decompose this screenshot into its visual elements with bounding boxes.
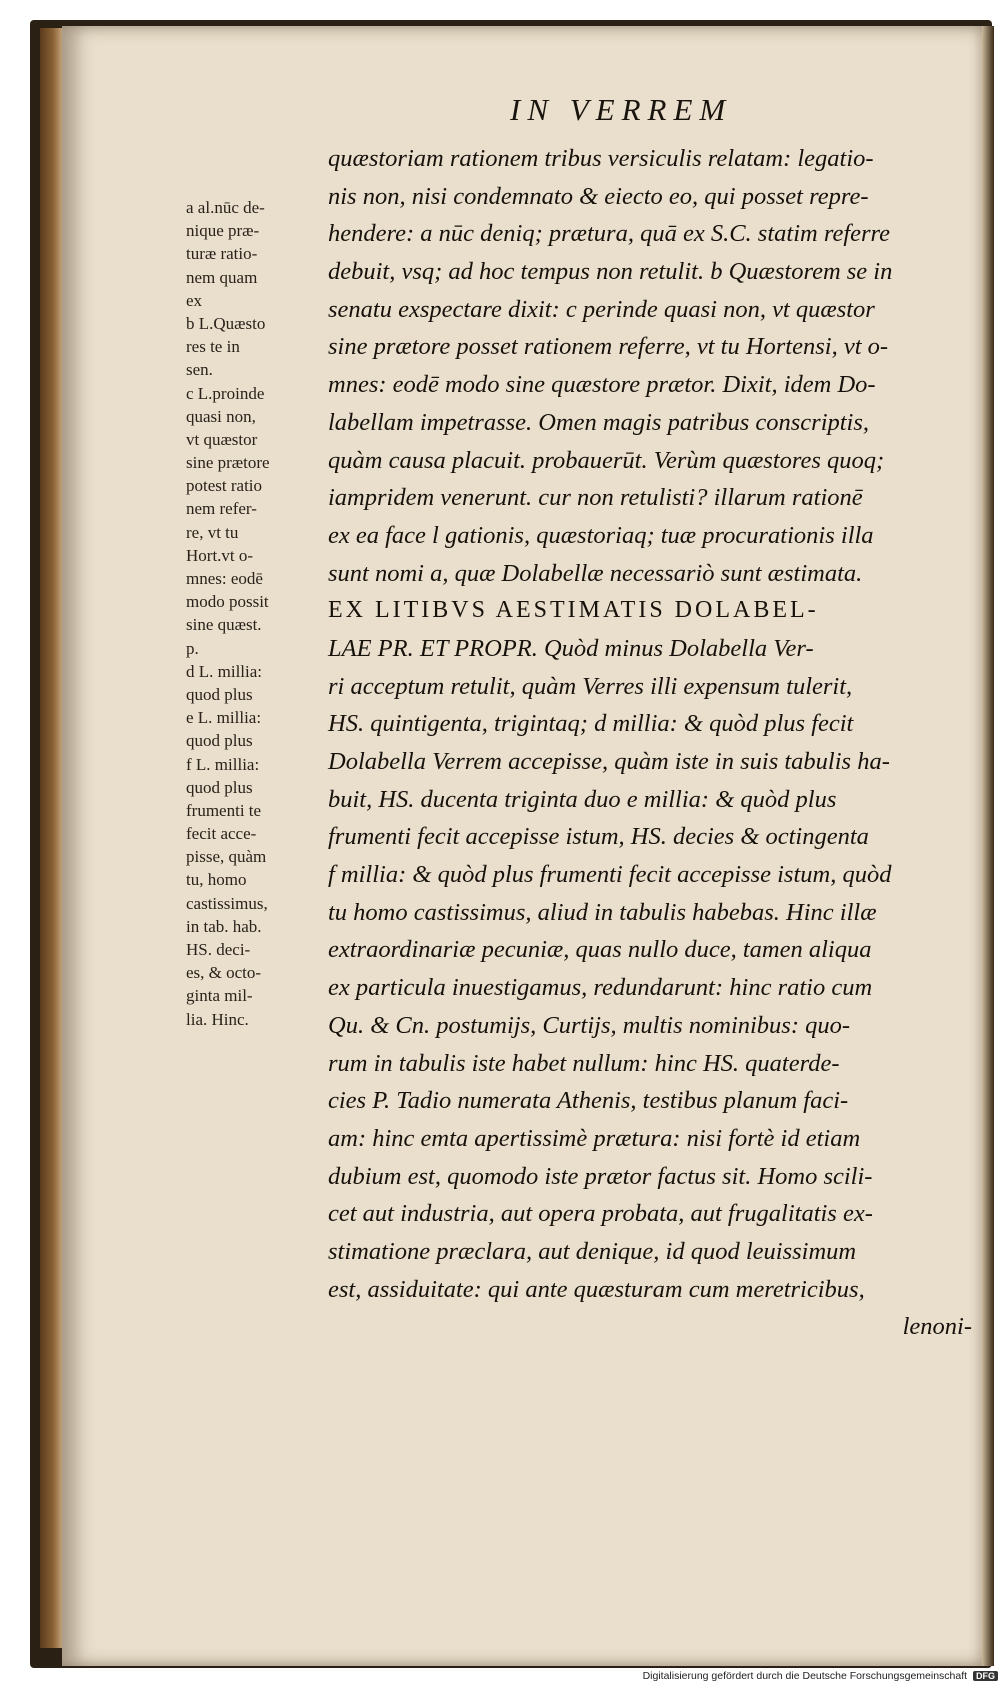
margin-note-line: modo possit bbox=[186, 592, 269, 612]
text-line: Dolabella Verrem accepisse, quàm iste in suis tabulis ha- bbox=[328, 748, 890, 775]
margin-note-line: sine prætore bbox=[186, 453, 270, 473]
text-line: buit, HS. ducenta triginta duo e millia: & quòd plus bbox=[328, 785, 837, 813]
margin-note-line: nem quam bbox=[186, 267, 258, 287]
margin-note-line: sen. bbox=[186, 360, 213, 380]
running-header: IN VERREM bbox=[510, 92, 733, 127]
margin-note-line: quod plus bbox=[186, 777, 253, 797]
margin-note-line: pisse, quàm bbox=[186, 847, 267, 867]
main-text-block bbox=[328, 140, 978, 1346]
margin-note-line: in tab. hab. bbox=[186, 916, 262, 936]
margin-note-line: frumenti te bbox=[186, 800, 262, 820]
text-line: quæstoriam rationem tribus versiculis relatam: legatio- bbox=[328, 145, 874, 172]
margin-note-line: ex bbox=[186, 290, 203, 310]
margin-note-line: d L. millia: bbox=[186, 661, 263, 681]
text-line: ex ea face l gationis, quæstoriaq; tuæ procurationis illa bbox=[328, 521, 874, 549]
text-line: rum in tabulis iste habet nullum: hinc HS. quaterde- bbox=[328, 1049, 840, 1077]
text-line: cet aut industria, aut opera probata, aut frugalitatis ex- bbox=[328, 1200, 873, 1228]
margin-note-line: mnes: eodē bbox=[186, 569, 263, 588]
text-line: EX LITIBVS AESTIMATIS DOLABEL- bbox=[328, 597, 819, 624]
text-line: quàm causa placuit. probauerūt. Verùm quæstores quoq; bbox=[328, 446, 885, 474]
margin-note-line: e L. millia: bbox=[186, 708, 262, 728]
text-line: stimatione præclara, aut denique, id quod leuissimum bbox=[328, 1237, 857, 1265]
dfg-logo: DFG bbox=[973, 1671, 998, 1681]
text-line: frumenti fecit accepisse istum, HS. decies & octingenta bbox=[328, 823, 869, 851]
page-edge bbox=[982, 26, 994, 1666]
text-line: mnes: eodē modo sine quæstore prætor. Dixit, idem Do- bbox=[328, 371, 876, 399]
margin-note-line: potest ratio bbox=[186, 476, 263, 496]
margin-note-line: c L.proinde bbox=[186, 383, 265, 403]
margin-note-line: Hort.vt o- bbox=[186, 545, 254, 565]
spine-edge bbox=[40, 28, 62, 1648]
text-line: senatu exspectare dixit: c perinde quasi non, vt quæstor bbox=[328, 295, 875, 323]
text-line: sunt nomi a, quæ Dolabellæ necessariò sunt æstimata. bbox=[328, 559, 863, 587]
margin-note-line: fecit acce- bbox=[186, 824, 257, 844]
margin-note-line: quod plus bbox=[186, 731, 253, 751]
margin-note-line: HS. deci- bbox=[186, 940, 251, 959]
margin-note-line: nique præ- bbox=[186, 221, 260, 241]
text-line: dubium est, quomodo iste prætor factus sit. Homo scili- bbox=[328, 1162, 873, 1190]
text-line: sine prætore posset rationem referre, vt tu Hortensi, vt o- bbox=[328, 333, 889, 361]
margin-note-line: lia. Hinc. bbox=[186, 1009, 249, 1029]
margin-note-line: nem refer- bbox=[186, 499, 257, 519]
margin-note-line: a al.nūc de- bbox=[186, 198, 265, 217]
digitization-credit bbox=[580, 1670, 998, 1686]
text-line: tu homo castissimus, aliud in tabulis habebas. Hinc illæ bbox=[328, 898, 877, 926]
margin-note-line: castissimus, bbox=[186, 893, 268, 913]
margin-note-line: es, & octo- bbox=[186, 963, 262, 983]
margin-note-line: re, vt tu bbox=[186, 522, 239, 542]
margin-notes bbox=[186, 196, 326, 1031]
credit-text: Digitalisierung gefördert durch die Deutsche Forschungsgemeinschaft bbox=[642, 1670, 968, 1682]
margin-note-line: f L. millia: bbox=[186, 754, 260, 774]
margin-note-line: vt quæstor bbox=[186, 429, 258, 449]
text-line: ex particula inuestigamus, redundarunt: hinc ratio cum bbox=[328, 974, 873, 1002]
text-line: Qu. & Cn. postumijs, Curtijs, multis nominibus: quo- bbox=[328, 1011, 851, 1039]
margin-note-line: ginta mil- bbox=[186, 986, 253, 1006]
text-line: lenoni- bbox=[902, 1313, 972, 1341]
margin-note-line: quasi non, bbox=[186, 406, 256, 426]
margin-note-line: turæ ratio- bbox=[186, 244, 258, 264]
margin-note-line: b L.Quæsto bbox=[186, 313, 266, 333]
text-line: hendere: a nūc deniq; prætura, quā ex S.C. statim referre bbox=[328, 220, 891, 248]
text-line: f millia: & quòd plus frumenti fecit accepisse istum, quòd bbox=[328, 861, 892, 889]
text-line: ri acceptum retulit, quàm Verres illi expensum tulerit, bbox=[328, 672, 853, 700]
margin-note-line: quod plus bbox=[186, 684, 253, 704]
text-line: am: hinc emta apertissimè prætura: nisi fortè id etiam bbox=[328, 1124, 861, 1152]
text-line: HS. quintigenta, trigintaq; d millia: & quòd plus fecit bbox=[328, 710, 854, 738]
margin-note-line: p. bbox=[186, 638, 199, 658]
margin-note-line: sine quæst. bbox=[186, 615, 262, 635]
text-line: nis non, nisi condemnato & eiecto eo, qui posset repre- bbox=[328, 182, 869, 210]
text-line: labellam impetrasse. Omen magis patribus conscriptis, bbox=[328, 408, 870, 436]
text-line: LAE PR. ET PROPR. Quòd minus Dolabella Ver- bbox=[328, 634, 814, 662]
margin-note-line: res te in bbox=[186, 337, 240, 357]
text-line: cies P. Tadio numerata Athenis, testibus planum faci- bbox=[328, 1087, 849, 1115]
text-line: iampridem venerunt. cur non retulisti? illarum rationē bbox=[328, 484, 863, 512]
text-line: extraordinariæ pecuniæ, quas nullo duce, tamen aliqua bbox=[328, 936, 872, 964]
margin-note-line: tu, homo bbox=[186, 870, 247, 890]
text-line: debuit, vsq; ad hoc tempus non retulit. b Quæstorem se in bbox=[328, 258, 893, 286]
text-line: est, assiduitate: qui ante quæsturam cum meretricibus, bbox=[328, 1275, 865, 1303]
